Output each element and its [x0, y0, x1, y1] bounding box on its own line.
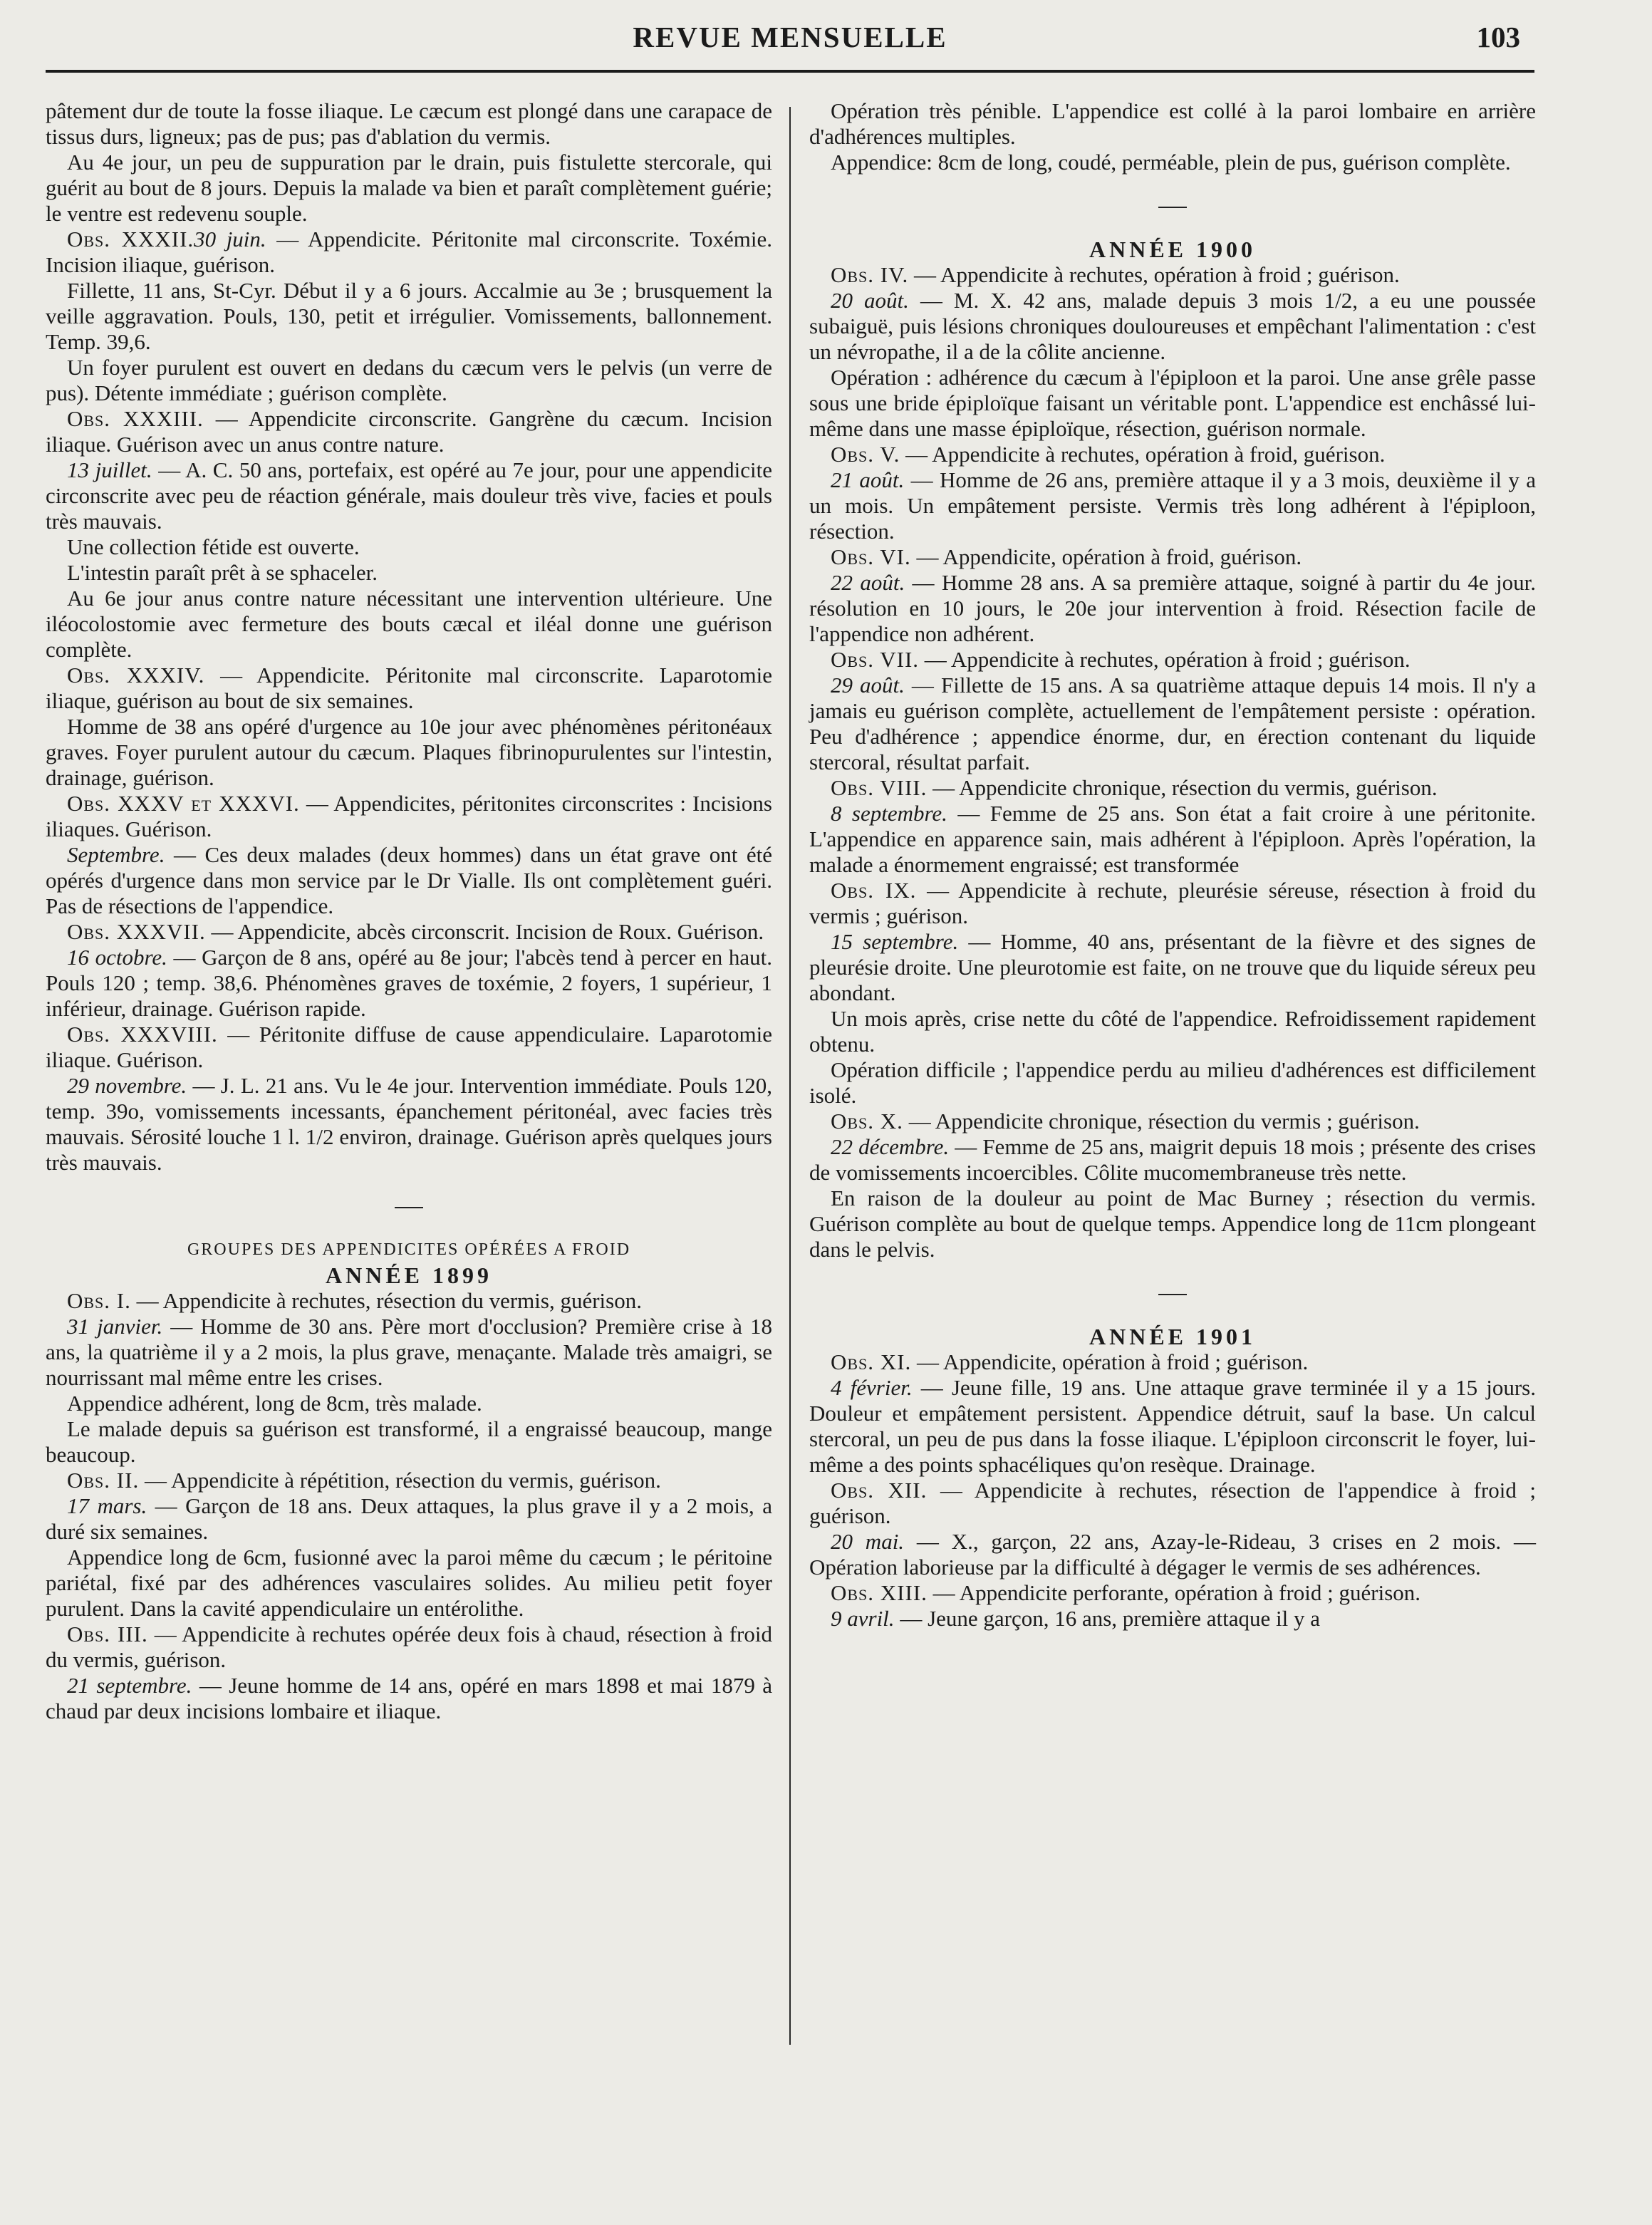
case-text: — Homme de 30 ans. Père mort d'occlusion? Première crise à 18 ans, la quatrième il y a 2 mois, la plus grave, menaçante. Malade très amaigri, se nourrissant mal même entre les crises. [46, 1314, 772, 1390]
paragraph [46, 1391, 772, 1416]
paragraph-text: L'intestin paraît prêt à se sphaceler. [67, 560, 378, 585]
observation-date: 30 juin. [194, 227, 266, 251]
observation-label: Obs. XXXV et XXXVI. [67, 791, 300, 816]
paragraph [46, 586, 772, 663]
case-date: 22 août. [831, 570, 905, 595]
paragraph-text: Opération très pénible. L'appendice est collé à la paroi lombaire en arrière d'adhérences multiples. [809, 98, 1536, 149]
case-date: Septembre. [67, 842, 165, 867]
observation-summary: — Appendicite à rechutes opérée deux fois à chaud, résection à froid du vermis, guérison. [46, 1622, 772, 1672]
paragraph [46, 355, 772, 406]
case-text: — Homme, 40 ans, présentant de la fièvre et des signes de pleurésie droite. Une pleurotomie est faite, on ne trouve que du liquide séreux peu abondant. [809, 929, 1536, 1005]
case-entry [809, 1375, 1536, 1478]
paragraph [46, 560, 772, 586]
observation-summary: — Appendicite chronique, résection du vermis ; guérison. [903, 1109, 1420, 1134]
separator-dash [1158, 1294, 1187, 1295]
case-date: 20 mai. [831, 1529, 905, 1554]
observation-heading [809, 262, 1536, 288]
paragraph-text: Opération difficile ; l'appendice perdu au milieu d'adhérences est difficilement isolé. [809, 1057, 1536, 1108]
observation-heading [809, 1349, 1536, 1375]
case-entry [46, 1314, 772, 1391]
paragraph-text: Au 4e jour, un peu de suppuration par le drain, puis fistulette stercorale, qui guérit au bout de 8 jours. Depuis la malade va bien et paraît complètement guérie; le ventre est redevenu souple. [46, 150, 772, 226]
observation-label: Obs. XIII. [831, 1580, 928, 1605]
paragraph [809, 150, 1536, 175]
paragraph [46, 1545, 772, 1622]
journal-title: REVUE MENSUELLE [633, 21, 947, 53]
page-number: 103 [1476, 21, 1520, 53]
case-date: 17 mars. [67, 1493, 147, 1518]
right-column [809, 98, 1536, 1632]
section-separator [46, 1193, 772, 1218]
header-rule [46, 70, 1534, 73]
observation-label: Obs. XXXVII. [67, 919, 206, 944]
paragraph-text: Au 6e jour anus contre nature nécessitant une intervention ultérieure. Une iléocolostomie avec fermeture des bouts cæcal et iléal donne une guérison complète. [46, 586, 772, 662]
observation-summary: — Appendicite. Péritonite mal circonscrite. Toxémie. Incision iliaque, guérison. [46, 227, 772, 277]
observation-summary: — Appendicite à rechutes, résection de l'appendice à froid ; guérison. [809, 1478, 1536, 1528]
paragraph [809, 1057, 1536, 1109]
case-text: — Garçon de 8 ans, opéré au 8e jour; l'abcès tend à percer en haut. Pouls 120 ; temp. 38,6. Phénomènes graves de toxémie, 2 foyers, 1 supérieur, 1 inférieur, drainage. Guérison rapide. [46, 945, 772, 1021]
observation-label: Obs. XXXIII. [67, 406, 204, 431]
observation-summary: — Appendicite, opération à froid ; guérison. [911, 1349, 1309, 1374]
case-date: 8 septembre. [831, 801, 947, 826]
case-entry [46, 1073, 772, 1176]
observation-summary: — Appendicite à rechutes, résection du vermis, guérison. [130, 1288, 642, 1313]
observation-label: Obs. XXXII. [67, 227, 194, 251]
observation-summary: — Appendicite, abcès circonscrit. Incision de Roux. Guérison. [205, 919, 764, 944]
paragraph-text: Appendice: 8cm de long, coudé, perméable, plein de pus, guérison complète. [831, 150, 1511, 175]
case-date: 20 août. [831, 288, 909, 313]
observation-summary: — Appendicite chronique, résection du vermis, guérison. [927, 775, 1438, 800]
observation-summary: — Appendicite à rechutes, opération à froid ; guérison. [919, 647, 1411, 672]
observation-label: Obs. I. [67, 1288, 131, 1313]
section-heading [46, 1237, 772, 1262]
paragraph [46, 150, 772, 227]
case-date: 29 novembre. [67, 1073, 187, 1098]
observation-label: Obs. IX. [831, 878, 917, 903]
paragraph [46, 534, 772, 560]
observation-label: Obs. V. [831, 442, 900, 467]
observation-heading [809, 775, 1536, 801]
left-column [46, 98, 772, 1724]
case-text: — Femme de 25 ans, maigrit depuis 18 mois ; présente des crises de vomissements incoercibles. Côlite mucomembraneuse très nette. [809, 1134, 1537, 1185]
case-text: — A. C. 50 ans, portefaix, est opéré au 7e jour, pour une appendicite circonscrite avec peu de réaction générale, mais douleur très vive, facies et pouls très mauvais. [46, 457, 772, 534]
observation-label: Obs. X. [831, 1109, 903, 1134]
separator-dash [1158, 207, 1187, 208]
observation-summary: — Appendicite. Péritonite mal circonscrite. Laparotomie iliaque, guérison au bout de six semaines. [46, 663, 772, 713]
paragraph-text: Appendice adhérent, long de 8cm, très malade. [67, 1391, 482, 1416]
year-heading-text: ANNÉE 1900 [1089, 237, 1256, 262]
observation-heading [46, 919, 772, 945]
paragraph-text: En raison de la douleur au point de Mac Burney ; résection du vermis. Guérison complète au bout de quelque temps. Appendice long de 11cm plongeant dans le pelvis. [809, 1186, 1536, 1262]
paragraph [809, 1006, 1536, 1057]
year-heading-text: ANNÉE 1899 [325, 1262, 492, 1288]
observation-label: Obs. XII. [831, 1478, 928, 1503]
case-entry [809, 1606, 1536, 1632]
case-entry [46, 457, 772, 534]
case-date: 21 septembre. [67, 1673, 192, 1698]
case-date: 22 décembre. [831, 1134, 950, 1159]
case-date: 21 août. [831, 467, 905, 492]
separator-dash [395, 1207, 423, 1208]
paragraph-text: Appendice long de 6cm, fusionné avec la paroi même du cæcum ; le péritoine pariétal, fixé par des adhérences vasculaires solides. Au milieu petit foyer purulent. Dans la cavité appendiculaire un entérolithe. [46, 1545, 772, 1621]
case-entry [809, 1134, 1536, 1186]
observation-summary: — Péritonite diffuse de cause appendiculaire. Laparotomie iliaque. Guérison. [46, 1022, 772, 1072]
case-entry [46, 1673, 772, 1724]
case-date: 31 janvier. [67, 1314, 163, 1339]
case-text: — Homme 28 ans. A sa première attaque, soigné à partir du 4e jour. résolution en 10 jours, le 20e jour intervention à froid. Résection facile de l'appendice non adhérent. [809, 570, 1536, 646]
observation-heading [809, 1580, 1536, 1606]
case-date: 15 septembre. [831, 929, 959, 954]
paragraph [46, 98, 772, 150]
paragraph-text: Un mois après, crise nette du côté de l'appendice. Refroidissement rapidement obtenu. [809, 1006, 1536, 1057]
observation-summary: — Appendicite à rechutes, opération à froid, guérison. [900, 442, 1386, 467]
case-entry [809, 288, 1536, 365]
paragraph [46, 278, 772, 355]
observation-heading [809, 1478, 1536, 1529]
year-heading [809, 237, 1536, 262]
case-text: — Jeune fille, 19 ans. Une attaque grave terminée il y a 15 jours. Douleur et empâtement persistent. Appendice détruit, sauf la base. Un calcul stercoral, un peu de pus dans la fosse iliaque. L'épiploon circonscrit le foyer, lui-même a des points sphacéliques qu'on resèque. Drainage. [809, 1375, 1536, 1477]
observation-heading [46, 227, 772, 278]
observation-label: Obs. VI. [831, 544, 911, 569]
observation-summary: — Appendicite à rechute, pleurésie séreuse, résection à froid du vermis ; guérison. [809, 878, 1536, 928]
case-entry [809, 467, 1536, 544]
observation-heading [46, 663, 772, 714]
observation-label: Obs. VIII. [831, 775, 928, 800]
year-heading [809, 1324, 1536, 1349]
observation-heading [809, 878, 1536, 929]
case-entry [809, 929, 1536, 1006]
observation-summary: — Appendicite, opération à froid, guérison. [910, 544, 1302, 569]
paragraph-text: Un foyer purulent est ouvert en dedans du cæcum vers le pelvis (un verre de pus). Détente immédiate ; guérison complète. [46, 355, 772, 405]
observation-summary: — Appendicites, péritonites circonscrites : Incisions iliaques. Guérison. [46, 791, 772, 841]
observation-heading [809, 1109, 1536, 1134]
section-heading-text: GROUPES DES APPENDICITES OPÉRÉES A FROID [187, 1240, 631, 1259]
case-text: — Garçon de 18 ans. Deux attaques, la plus grave il y a 2 mois, a duré six semaines. [46, 1493, 773, 1544]
observation-heading [46, 1022, 772, 1073]
case-text: — Homme de 26 ans, première attaque il y a 3 mois, deuxième il y a un mois. Un empâtement persiste. Vermis très long adhérent à l'épiploon, résection. [809, 467, 1536, 544]
observation-label: Obs. XI. [831, 1349, 912, 1374]
paragraph-text: Une collection fétide est ouverte. [67, 534, 360, 559]
case-date: 9 avril. [831, 1606, 895, 1631]
paragraph [809, 365, 1536, 442]
case-entry [809, 673, 1536, 775]
paragraph-text: Homme de 38 ans opéré d'urgence au 10e jour avec phénomènes péritonéaux graves. Foyer purulent autour du cæcum. Plaques fibrinopurulentes sur l'intestin, drainage, guérison. [46, 714, 772, 790]
case-entry [46, 945, 772, 1022]
observation-heading [46, 406, 772, 457]
case-text: — Femme de 25 ans. Son état a fait croire à une péritonite. L'appendice en apparence sain, mais adhérent à l'épiploon. Après l'opération, la malade a énormement engraissé; est transformée [809, 801, 1536, 877]
case-date: 13 juillet. [67, 457, 152, 482]
paragraph [46, 1416, 772, 1468]
case-text: — Jeune garçon, 16 ans, première attaque il y a [894, 1606, 1320, 1631]
observation-summary: — Appendicite à répétition, résection du vermis, guérison. [139, 1468, 661, 1493]
observation-label: Obs. II. [67, 1468, 140, 1493]
case-text: — J. L. 21 ans. Vu le 4e jour. Intervention immédiate. Pouls 120, temp. 39o, vomissements incessants, épanchement péritonéal, avec facies très mauvais. Sérosité louche 1 l. 1/2 environ, drainage. Guérison après quelques jours très mauvais. [46, 1073, 772, 1175]
section-separator [809, 1280, 1536, 1305]
paragraph [46, 714, 772, 791]
case-text: — Ces deux malades (deux hommes) dans un état grave ont été opérés d'urgence dans mon service par le Dr Vialle. Ils ont complètement guéri. Pas de résections de l'appendice. [46, 842, 772, 918]
observation-label: Obs. XXXIV. [67, 663, 205, 688]
observation-label: Obs. VII. [831, 647, 920, 672]
observation-heading [809, 442, 1536, 467]
observation-summary: — Appendicite circonscrite. Gangrène du cæcum. Incision iliaque. Guérison avec un anus contre nature. [46, 406, 772, 457]
case-date: 16 octobre. [67, 945, 167, 970]
paragraph [809, 98, 1536, 150]
paragraph [809, 1186, 1536, 1262]
observation-heading [809, 647, 1536, 673]
paragraph-text: Fillette, 11 ans, St-Cyr. Début il y a 6 jours. Accalmie au 3e ; brusquement la veille aggravation. Pouls, 130, petit et irrégulier. Vomissements, ballonnement. Temp. 39,6. [46, 278, 772, 354]
case-date: 29 août. [831, 673, 905, 697]
case-entry [809, 801, 1536, 878]
observation-label: Obs. III. [67, 1622, 148, 1646]
paragraph-text: Opération : adhérence du cæcum à l'épiploon et la paroi. Une anse grêle passe sous une bride épiploïque faisant un véritable pont. L'appendice est enchâssé lui-même dans une masse épiploïque, résection, guérison normale. [809, 365, 1536, 441]
observation-heading [46, 1622, 772, 1673]
case-text: — Jeune homme de 14 ans, opéré en mars 1898 et mai 1879 à chaud par deux incisions lombaire et iliaque. [46, 1673, 772, 1723]
year-heading-text: ANNÉE 1901 [1089, 1324, 1256, 1349]
observation-heading [46, 1288, 772, 1314]
year-heading [46, 1262, 772, 1288]
case-entry [809, 570, 1536, 647]
case-text: — X., garçon, 22 ans, Azay-le-Rideau, 3 crises en 2 mois. — Opération laborieuse par la difficulté à dégager le vermis de ses adhérences. [809, 1529, 1536, 1580]
column-divider [789, 107, 791, 2045]
observation-summary: — Appendicite perforante, opération à froid ; guérison. [927, 1580, 1421, 1605]
case-text: — M. X. 42 ans, malade depuis 3 mois 1/2, a eu une poussée subaiguë, puis lésions chroniques douloureuses et empêchant l'alimentation : c'est un névropathe, il a de la côlite ancienne. [809, 288, 1536, 364]
observation-heading [809, 544, 1536, 570]
case-text: — Fillette de 15 ans. A sa quatrième attaque depuis 14 mois. Il n'y a jamais eu guérison complète, actuellement de l'empâtement persiste : opération. Peu d'adhérence ; appendice énorme, dur, en érection contenant du liquide stercoral, résultat parfait. [809, 673, 1536, 774]
case-entry [46, 842, 772, 919]
paragraph-text: pâtement dur de toute la fosse iliaque. Le cæcum est plongé dans une carapace de tissus durs, ligneux; pas de pus; pas d'ablation du vermis. [46, 98, 772, 149]
case-date: 4 février. [831, 1375, 913, 1400]
observation-heading [46, 791, 772, 842]
observation-heading [46, 1468, 772, 1493]
paragraph-text: Le malade depuis sa guérison est transformé, il a engraissé beaucoup, mange beaucoup. [46, 1416, 772, 1467]
section-separator [809, 192, 1536, 218]
running-header [46, 16, 1534, 58]
case-entry [46, 1493, 772, 1545]
observation-label: Obs. XXXVIII. [67, 1022, 218, 1047]
observation-label: Obs. IV. [831, 262, 909, 287]
observation-summary: — Appendicite à rechutes, opération à froid ; guérison. [908, 262, 1400, 287]
case-entry [809, 1529, 1536, 1580]
